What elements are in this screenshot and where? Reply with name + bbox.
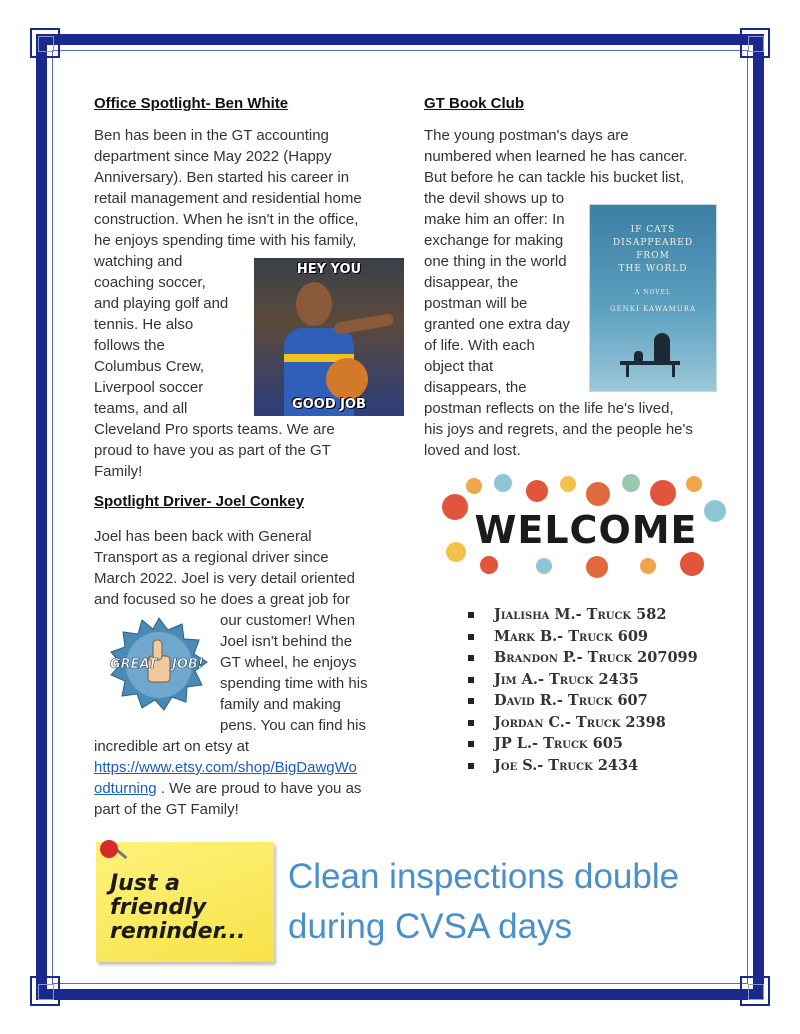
text-line: pens. You can find his — [220, 717, 366, 734]
text-line: But before he can tackle his bucket list, — [424, 169, 685, 186]
book-club-heading: GT Book Club — [424, 95, 524, 112]
sticky-note — [96, 842, 274, 962]
list-item: Joe S.- Truck 2434 — [466, 755, 726, 777]
driver-spotlight-heading: Spotlight Driver- Joel Conkey — [94, 493, 305, 510]
text-line: disappears, the — [424, 379, 527, 396]
book-title-line: DISAPPEARED — [612, 238, 694, 248]
text-line: construction. When he isn't in the office, — [94, 211, 359, 228]
text-line: and playing golf and — [94, 295, 229, 312]
reminder-line-2: during CVSA days — [288, 907, 573, 946]
reminder-text — [288, 852, 679, 952]
hey-you-good-job-image — [254, 258, 404, 416]
text-line: retail management and residential home — [94, 190, 362, 207]
badge-text-great: GREAT — [110, 657, 158, 672]
text-line: one thing in the world — [424, 253, 567, 270]
text-line: follows the — [94, 337, 165, 354]
book-subtitle: A NOVEL — [634, 289, 671, 296]
book-cover-image — [589, 204, 717, 392]
great-job-badge — [106, 616, 212, 714]
corner-ornament — [740, 976, 770, 1006]
book-title-line: FROM — [636, 251, 670, 261]
text-line: exchange for making — [424, 232, 564, 249]
list-item: JP L.- Truck 605 — [466, 733, 726, 755]
etsy-link-text-2[interactable]: odturning — [94, 780, 157, 797]
text-line: Liverpool soccer — [94, 379, 204, 396]
text-line: postman will be — [424, 295, 528, 312]
text-line: and focused so he does a great job for — [94, 591, 351, 608]
text-line: incredible art on etsy at — [94, 738, 250, 755]
meme-bottom-caption: GOOD JOB — [292, 397, 366, 412]
text-line: Family! — [94, 463, 143, 480]
driver-last-line: part of the GT Family! — [94, 801, 239, 818]
text-line: The young postman's days are — [424, 127, 629, 144]
text-line: Cleveland Pro sports teams. We are — [94, 421, 335, 438]
corner-ornament — [30, 28, 60, 58]
text-line: Anniversary). Ben started his career in — [94, 169, 350, 186]
list-item: Jordan C.- Truck 2398 — [466, 712, 726, 734]
text-line: of life. With each — [424, 337, 535, 354]
text-line: granted one extra day — [424, 316, 570, 333]
text-line: family and making — [220, 696, 341, 713]
text-line: GT wheel, he enjoys — [220, 654, 357, 671]
text-line: postman reflects on the life he's lived, — [424, 400, 674, 417]
meme-top-caption: HEY YOU — [296, 262, 362, 277]
text-line: spending time with his — [220, 675, 368, 692]
book-title-line: IF CATS — [630, 225, 676, 235]
corner-ornament — [30, 976, 60, 1006]
sticky-note-text: Just a friendly reminder... — [110, 871, 246, 944]
text-line: object that — [424, 358, 494, 375]
text-line: tennis. He also — [94, 316, 194, 333]
text-line: Joel has been back with General — [94, 528, 312, 545]
welcome-banner — [436, 472, 732, 584]
text-line: make him an offer: In — [424, 211, 565, 228]
text-line: our customer! When — [220, 612, 356, 629]
text-line: loved and lost. — [424, 442, 521, 459]
list-item: David R.- Truck 607 — [466, 690, 726, 712]
text-line: numbered when learned he has cancer. — [424, 148, 688, 165]
text-line: Columbus Crew, — [94, 358, 205, 375]
office-spotlight-heading: Office Spotlight- Ben White — [94, 95, 289, 112]
text-line: department since May 2022 (Happy — [94, 148, 332, 165]
text-line: teams, and all — [94, 400, 188, 417]
text-line: proud to have you as part of the GT — [94, 442, 331, 459]
etsy-link-continued — [94, 778, 361, 799]
etsy-link-text[interactable]: https://www.etsy.com/shop/BigDawgWo — [94, 759, 357, 776]
text-line: the devil shows up to — [424, 190, 565, 207]
book-title-line: THE WORLD — [618, 264, 688, 274]
corner-ornament — [740, 28, 770, 58]
text-line: Transport as a regional driver since — [94, 549, 329, 566]
etsy-link[interactable] — [94, 757, 357, 778]
text-line: March 2022. Joel is very detail oriented — [94, 570, 355, 587]
text-line: watching and — [94, 253, 183, 270]
book-author: GENKI KAWAMURA — [609, 305, 697, 313]
text-line: Joel isn't behind the — [220, 633, 353, 650]
badge-text-job: JOB! — [172, 657, 204, 672]
text-line: coaching soccer, — [94, 274, 206, 291]
reminder-line-1: Clean inspections double — [288, 857, 680, 896]
new-drivers-list — [466, 604, 726, 776]
text-line: he enjoys spending time with his family, — [94, 232, 357, 249]
push-pin-icon — [100, 840, 118, 858]
after-link-text: . We are proud to have you as — [156, 780, 362, 797]
text-line: his joys and regrets, and the people he's — [424, 421, 693, 438]
text-line: Ben has been in the GT accounting — [94, 127, 329, 144]
text-line: disappear, the — [424, 274, 519, 291]
welcome-text: WELCOME — [474, 508, 698, 552]
list-item: Jim A.- Truck 2435 — [466, 669, 726, 691]
list-item: Jialisha M.- Truck 582 — [466, 604, 726, 626]
list-item: Mark B.- Truck 609 — [466, 626, 726, 648]
list-item: Brandon P.- Truck 207099 — [466, 647, 726, 669]
